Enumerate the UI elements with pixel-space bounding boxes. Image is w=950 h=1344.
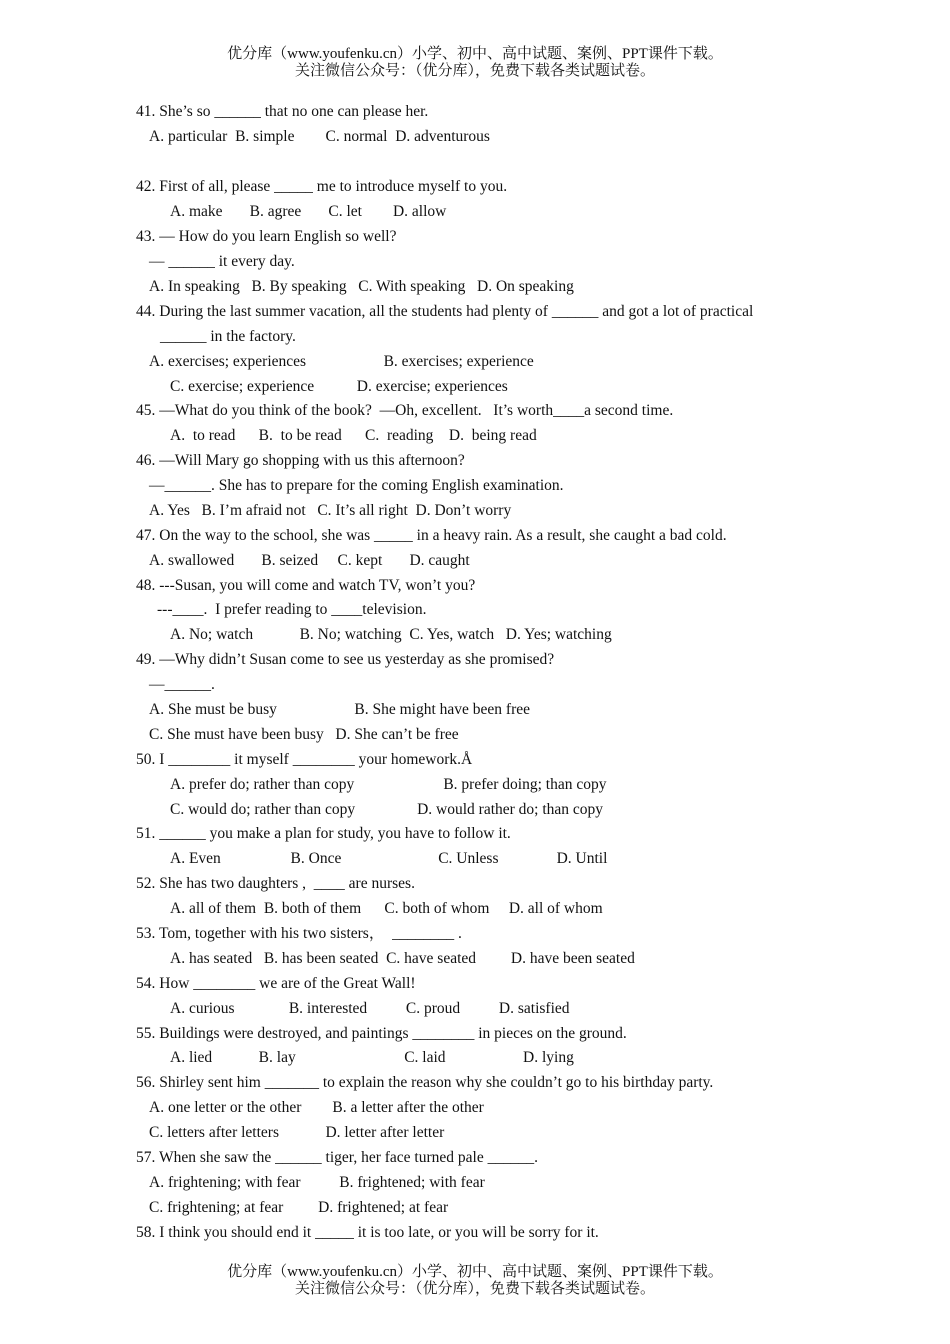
question-43-options: A. In speaking B. By speaking C. With speaking D. On speaking [149, 278, 574, 295]
question-56-options-2: C. letters after letters D. letter after letter [149, 1124, 445, 1141]
question-42-stem: 42. First of all, please _____ me to introduce myself to you. [136, 178, 508, 195]
question-49-stem-2: —______. [149, 676, 215, 693]
question-48-options: A. No; watch B. No; watching C. Yes, watch D. Yes; watching [170, 626, 612, 643]
question-44-stem: 44. During the last summer vacation, all the students had plenty of ______ and got a lot of practical [136, 303, 754, 320]
footer-line-2: 关注微信公众号：（优分库），免费下载各类试题试卷。 [294, 1281, 655, 1297]
question-43-stem: 43. — How do you learn English so well? [136, 228, 397, 245]
header-line-1: 优分库（www.youfenku.cn）小学、初中、高中试题、案例、PPT课件下载。 [227, 46, 723, 62]
question-42-options: A. make B. agree C. let D. allow [170, 203, 447, 220]
question-55-options: A. lied B. lay C. laid D. lying [170, 1049, 574, 1066]
question-46-options: A. Yes B. I’m afraid not C. It’s all right D. Don’t worry [149, 502, 512, 519]
question-50-stem: 50. I ________ it myself ________ your homework.Å [136, 751, 473, 768]
question-41-options: A. particular B. simple C. normal D. adventurous [149, 128, 490, 145]
question-48-stem: 48. ---Susan, you will come and watch TV, won’t you? [136, 577, 476, 594]
question-53-options: A. has seated B. has been seated C. have seated D. have been seated [170, 950, 635, 967]
question-49-options-1: A. She must be busy B. She might have been free [149, 701, 530, 718]
question-52-options: A. all of them B. both of them C. both of whom D. all of whom [170, 900, 603, 917]
question-53-stem: 53. Tom, together with his two sisters， ________ . [136, 925, 462, 942]
question-57-options-2: C. frightening; at fear D. frightened; at fear [149, 1199, 449, 1216]
question-49-options-2: C. She must have been busy D. She can’t be free [149, 726, 459, 743]
question-47-options: A. swallowed B. seized C. kept D. caught [149, 552, 470, 569]
question-46-stem: 46. —Will Mary go shopping with us this afternoon? [136, 452, 465, 469]
question-56-options-1: A. one letter or the other B. a letter after the other [149, 1099, 484, 1116]
question-51-options: A. Even B. Once C. Unless D. Until [170, 850, 608, 867]
question-57-options-1: A. frightening; with fear B. frightened; with fear [149, 1174, 485, 1191]
question-44-options-2: C. exercise; experience D. exercise; experiences [170, 378, 508, 395]
question-44-stem-2: ______ in the factory. [160, 328, 296, 345]
question-55-stem: 55. Buildings were destroyed, and paintings ________ in pieces on the ground. [136, 1025, 627, 1042]
question-54-options: A. curious B. interested C. proud D. satisfied [170, 1000, 570, 1017]
question-50-options-2: C. would do; rather than copy D. would rather do; than copy [170, 801, 604, 818]
question-57-stem: 57. When she saw the ______ tiger, her face turned pale ______. [136, 1149, 538, 1166]
footer-line-1: 优分库（www.youfenku.cn）小学、初中、高中试题、案例、PPT课件下载。 [227, 1264, 723, 1280]
question-46-stem-2: —______. She has to prepare for the coming English examination. [149, 477, 564, 494]
question-50-options-1: A. prefer do; rather than copy B. prefer doing; than copy [170, 776, 607, 793]
question-44-options-1: A. exercises; experiences B. exercises; experience [149, 353, 534, 370]
question-48-stem-2: ---____. I prefer reading to ____television. [157, 601, 427, 618]
question-49-stem: 49. —Why didn’t Susan come to see us yesterday as she promised? [136, 651, 555, 668]
question-47-stem: 47. On the way to the school, she was _____ in a heavy rain. As a result, she caught a bad cold. [136, 527, 727, 544]
question-51-stem: 51. ______ you make a plan for study, you have to follow it. [136, 825, 511, 842]
question-45-options: A. to read B. to be read C. reading D. being read [170, 427, 537, 444]
question-54-stem: 54. How ________ we are of the Great Wall! [136, 975, 416, 992]
question-41-stem: 41. She’s so ______ that no one can please her. [136, 103, 429, 120]
question-45-stem: 45. —What do you think of the book? —Oh, excellent. It’s worth____a second time. [136, 402, 674, 419]
question-56-stem: 56. Shirley sent him _______ to explain the reason why she couldn’t go to his birthday party. [136, 1074, 714, 1091]
question-43-stem-2: — ______ it every day. [149, 253, 295, 270]
question-58-stem: 58. I think you should end it _____ it is too late, or you will be sorry for it. [136, 1224, 599, 1241]
question-52-stem: 52. She has two daughters , ____ are nurses. [136, 875, 415, 892]
header-line-2: 关注微信公众号：（优分库），免费下载各类试题试卷。 [294, 63, 655, 79]
